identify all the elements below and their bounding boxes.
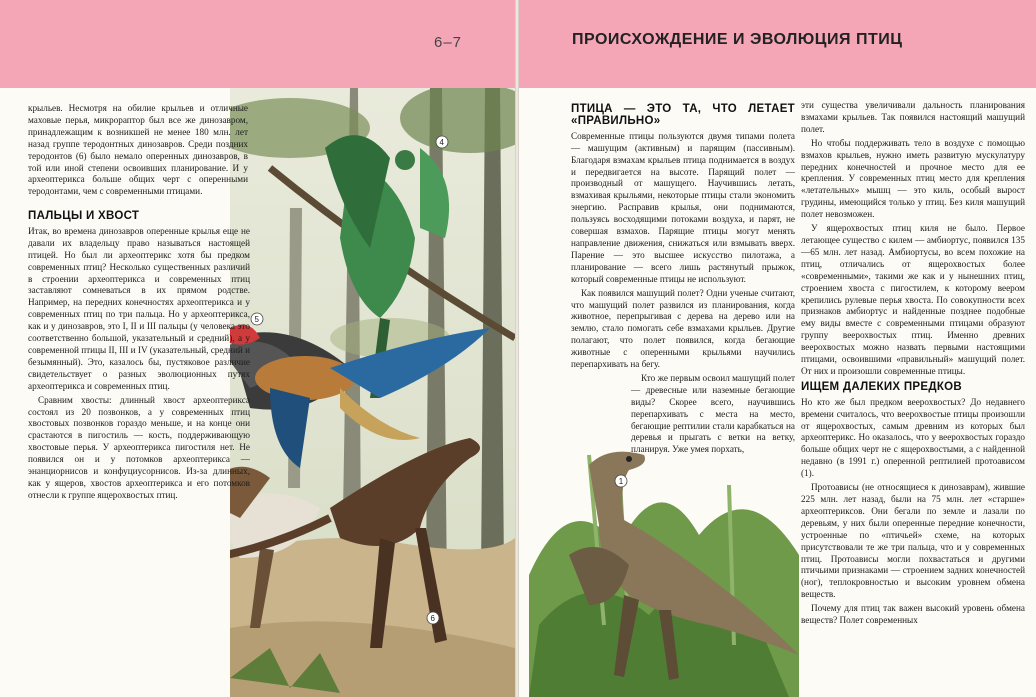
page-numbers: 6–7 xyxy=(434,34,463,51)
right-col2-paragraph-1: эти существа увеличивали дальность планирования взмахами крыльев. Так появился настоящий машущий полет. xyxy=(801,100,1025,134)
chapter-title: ПРОИСХОЖДЕНИЕ И ЭВОЛЮЦИЯ ПТИЦ xyxy=(572,31,903,48)
protoavis-illustration xyxy=(529,425,799,697)
svg-text:6: 6 xyxy=(430,614,435,623)
callout-6b xyxy=(427,612,439,624)
right-column-1 xyxy=(571,100,795,458)
right-col1-paragraph-3: Кто же первым освоил машущий полет — древесные или наземные бегающие виды? Скорее всего, научившись перепархивать с места на место, бегающие рептилии стали карабкаться на деревья и прыгать с ветки на ветку, планируя. Уже умея порхать, xyxy=(631,372,795,455)
section-title-fingers-tail: ПАЛЬЦЫ И ХВОСТ xyxy=(28,210,140,222)
svg-text:5: 5 xyxy=(254,315,259,324)
left-section xyxy=(28,207,250,504)
right-col1-paragraph-2: Как появился машущий полет? Одни ученые считают, что машущий полет развился из планирования, когда животное, перепрыгивая с дерева на дерево или на землю, стало помогать себе взмахами крыльев. Другие полагают, что полет появился, когда бегающие животные с оперенными крыльями научились перепархивать на бегу. xyxy=(571,287,795,370)
right-col1-paragraph-1: Современные птицы пользуются двумя типами полета — машущим (активным) и парящим (пассивным). Благодаря взмахам крыльев птица поднимается в воздух и передвигается на высоте. Парящий полет — производный от машущего. Научившись летать, взмахивая крыльями, некоторые птицы стали экономить энергию. Расправив крылья, они поднимаются, пользуясь восходящими потоками воздуха, и парят, не совершая взмахов. Парящие птицы могут менять направление движения, снижаться или взмывать вверх. Парение — это высшее искусство пилотажа, а планирование — всего лишь растянутый прыжок, который современные птицы не используют. xyxy=(571,130,795,284)
svg-text:4: 4 xyxy=(439,138,444,147)
right-column-2 xyxy=(801,100,1025,629)
left-page xyxy=(0,0,515,697)
right-col2-paragraph-6: Почему для птиц так важен высокий уровень обмена веществ? Полет современных xyxy=(801,603,1025,626)
callout-1 xyxy=(615,475,627,487)
left-intro-paragraph: крыльев. Несмотря на обилие крыльев и отличные маховые перья, микрораптор был все же динозавром, принадлежащим к возникшей не менее 180 млн. лет назад группе теродонтных динозавров. Среди поздних теродонтов (6) было немало оперенных динозавров, в той или иной степени освоивших планирование. И у археоптерикса больше общих черт с оперенными теродонтами, чем с современными птицами. xyxy=(28,103,248,197)
callout-4 xyxy=(436,136,448,148)
right-page xyxy=(519,0,1036,697)
dinosaur-illustration-left xyxy=(230,88,515,697)
right-col2-paragraph-4: Но кто же был предком веерохвостых? До недавнего времени считалось, что веерохвостые птицы произошли от ящерохвостых, самым древним из которых был археоптерикс. Но оказалось, что у веерохвостых гораздо больше общих черт не с ящерохвостыми, а с найденной недавно (в 1991 г.) оперенной рептилией протоависом (1). xyxy=(801,396,1025,479)
left-section-paragraph-2: Сравним хвосты: длинный хвост археоптерикса состоял из 20 позвонков, а у современных птиц хвостовых позвонков гораздо меньше, и на конце они срастаются в пигостиль — кость, поддерживающую хвостовые перья. У археоптерикса пигостиля нет. Не появился он и у потомков археоптерикса — энанциорнисов и конфуциусорнисов. Из-за длинных, как у ящеров, хвостов археоптерикса и его потомков отнесли к группе ящерохвостых птиц. xyxy=(28,394,250,500)
section-title-correct-flight: ПТИЦА — ЭТО ТА, ЧТО ЛЕТАЕТ «ПРАВИЛЬНО» xyxy=(571,103,795,127)
right-col2-paragraph-2: Но чтобы поддерживать тело в воздухе с помощью взмахов крыльев, нужно иметь развитую мускулатуру передних конечностей и прочное место для ее крепления. У современных птиц место для крепления «летательных» мышц — это киль, особый вырост грудины, имеющийся только у птиц. Без киля машущий полет невозможен. xyxy=(801,137,1025,220)
callout-5 xyxy=(251,313,263,325)
section-title-distant-ancestors: ИЩЕМ ДАЛЕКИХ ПРЕДКОВ xyxy=(801,380,963,393)
left-section-paragraph-1: Итак, во времена динозавров оперенные крылья еще не давали их владельцу право называться настоящей птицей. Но был ли археоптерикс хотя бы предком современных птиц? Несколько существенных различий в строении археоптерикса и современных птиц заставляют сомневаться в их прямом родстве. Например, на передних конечностях археоптерикса и у современных птиц по три пальца. Но у археоптерикса, как и у динозавров, это I, II и III пальцы (у человека это соответственно большой, указательный и средний), а у современной птицы II, III и IV (указательный, средний и безымянный). Это, казалось бы, пустяковое различие свидетельствует о разных эволюционных путях археоптерикса и современных птиц. xyxy=(28,225,250,391)
left-intro xyxy=(28,103,248,200)
right-col2-paragraph-5: Протоависы (не относящиеся к динозаврам), жившие 225 млн. лет назад, были на 75 млн. лет «старше» археоптериксов. Они бегали по земле и лазали по деревьям, у них были оперенные передние конечности, устроенные по «птичьей» схеме, на которых присутствовали те же три пальца, что и у современных птиц. Протоависы могли похвастаться и другими птичьими признаками — строением задних конечностей (ног), теплокровностью и высоким уровнем обмена веществ. xyxy=(801,482,1025,600)
svg-text:1: 1 xyxy=(618,477,624,486)
right-col2-paragraph-3: У ящерохвостых птиц киля не было. Первое летающее существо с килем — амбиортус, появился 135—65 млн. лет назад. Амбиортусы, во всем похожие на птиц, отличались от ящерохвостых более «современными», такими же как и у нынешних птиц, строением хвоста с пигостилем, к которому веером крепились рулевые перья хвоста. По совокупности всех признаков амбиортус и найденные позднее подобные ему виды вместе с современными птицами образуют группу веерохвостых птиц. Именно древних веерохвостых можно назвать первыми настоящими птицами, освоившими «правильный» машущий полет. От них и произошли современные птицы. xyxy=(801,223,1025,376)
